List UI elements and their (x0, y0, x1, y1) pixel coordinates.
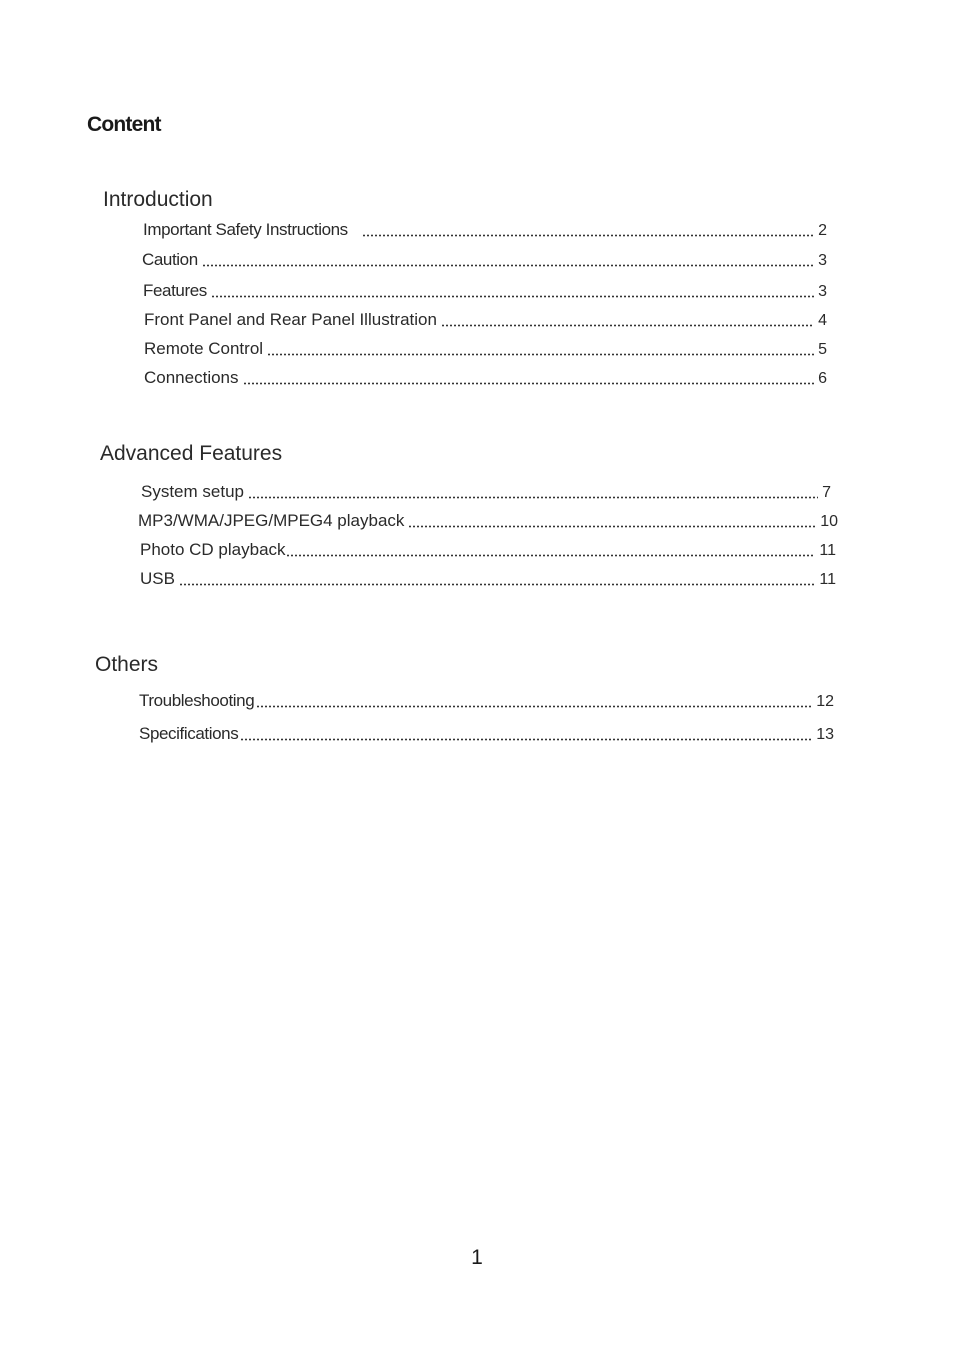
toc-entry-page: 12 (816, 693, 834, 710)
toc-entry-label: Photo CD playback (140, 540, 286, 559)
toc-entry-page: 3 (818, 252, 827, 269)
toc-entry-label: Connections (144, 368, 239, 387)
toc-entry-label: Important Safety Instructions (143, 220, 348, 239)
toc-leader-dots (179, 583, 815, 586)
toc-entry-important-safety-instructions[interactable] (143, 220, 827, 242)
toc-entry-label: Front Panel and Rear Panel Illustration (144, 310, 437, 329)
toc-entry-page: 13 (816, 726, 834, 743)
section-heading-others: Others (95, 653, 159, 676)
toc-leader-dots (256, 705, 812, 708)
toc-leader-dots (267, 353, 814, 356)
toc-entry-troubleshooting[interactable] (139, 691, 834, 713)
toc-entry-page: 10 (820, 513, 838, 530)
toc-entry-mp3-playback[interactable] (138, 511, 838, 533)
toc-leader-dots (408, 525, 816, 528)
toc-leader-dots (211, 295, 814, 298)
toc-entry-page: 2 (818, 222, 827, 239)
toc-entry-label: Remote Control (144, 339, 264, 358)
toc-leader-dots (441, 324, 814, 327)
toc-entry-label: System setup (141, 482, 244, 501)
toc-entry-caution[interactable] (142, 250, 827, 272)
toc-entry-label: Caution (142, 250, 198, 269)
toc-entry-page: 11 (819, 542, 836, 559)
toc-entry-label: Features (143, 281, 207, 300)
toc-entry-page: 6 (818, 370, 827, 387)
toc-entry-label: Specifications (139, 724, 239, 743)
toc-leader-dots (248, 496, 818, 499)
toc-entry-features[interactable] (143, 281, 827, 303)
toc-entry-label: USB (140, 569, 175, 588)
toc-entry-connections[interactable] (144, 368, 827, 390)
toc-title: Content (87, 113, 161, 136)
toc-entry-remote-control[interactable] (144, 339, 827, 361)
toc-entry-front-rear-panel[interactable] (144, 310, 827, 332)
toc-leader-dots (362, 234, 814, 237)
page-number: 1 (471, 1246, 483, 1269)
toc-entry-page: 11 (819, 571, 836, 588)
section-heading-introduction: Introduction (103, 188, 213, 211)
toc-entry-photo-cd-playback[interactable] (140, 540, 836, 562)
toc-leader-dots (202, 264, 814, 267)
section-heading-advanced-features: Advanced Features (100, 442, 283, 465)
toc-entry-system-setup[interactable] (141, 482, 831, 504)
toc-entry-page: 4 (818, 312, 827, 329)
toc-entry-page: 3 (818, 283, 827, 300)
toc-leader-dots (240, 738, 812, 741)
toc-leader-dots (243, 382, 815, 385)
toc-entry-usb[interactable] (140, 569, 836, 591)
toc-entry-label: Troubleshooting (139, 691, 255, 710)
toc-entry-page: 7 (822, 484, 831, 501)
toc-entry-label: MP3/WMA/JPEG/MPEG4 playback (138, 511, 405, 530)
toc-entry-specifications[interactable] (139, 724, 834, 746)
toc-entry-page: 5 (818, 341, 827, 358)
toc-leader-dots (286, 554, 816, 557)
